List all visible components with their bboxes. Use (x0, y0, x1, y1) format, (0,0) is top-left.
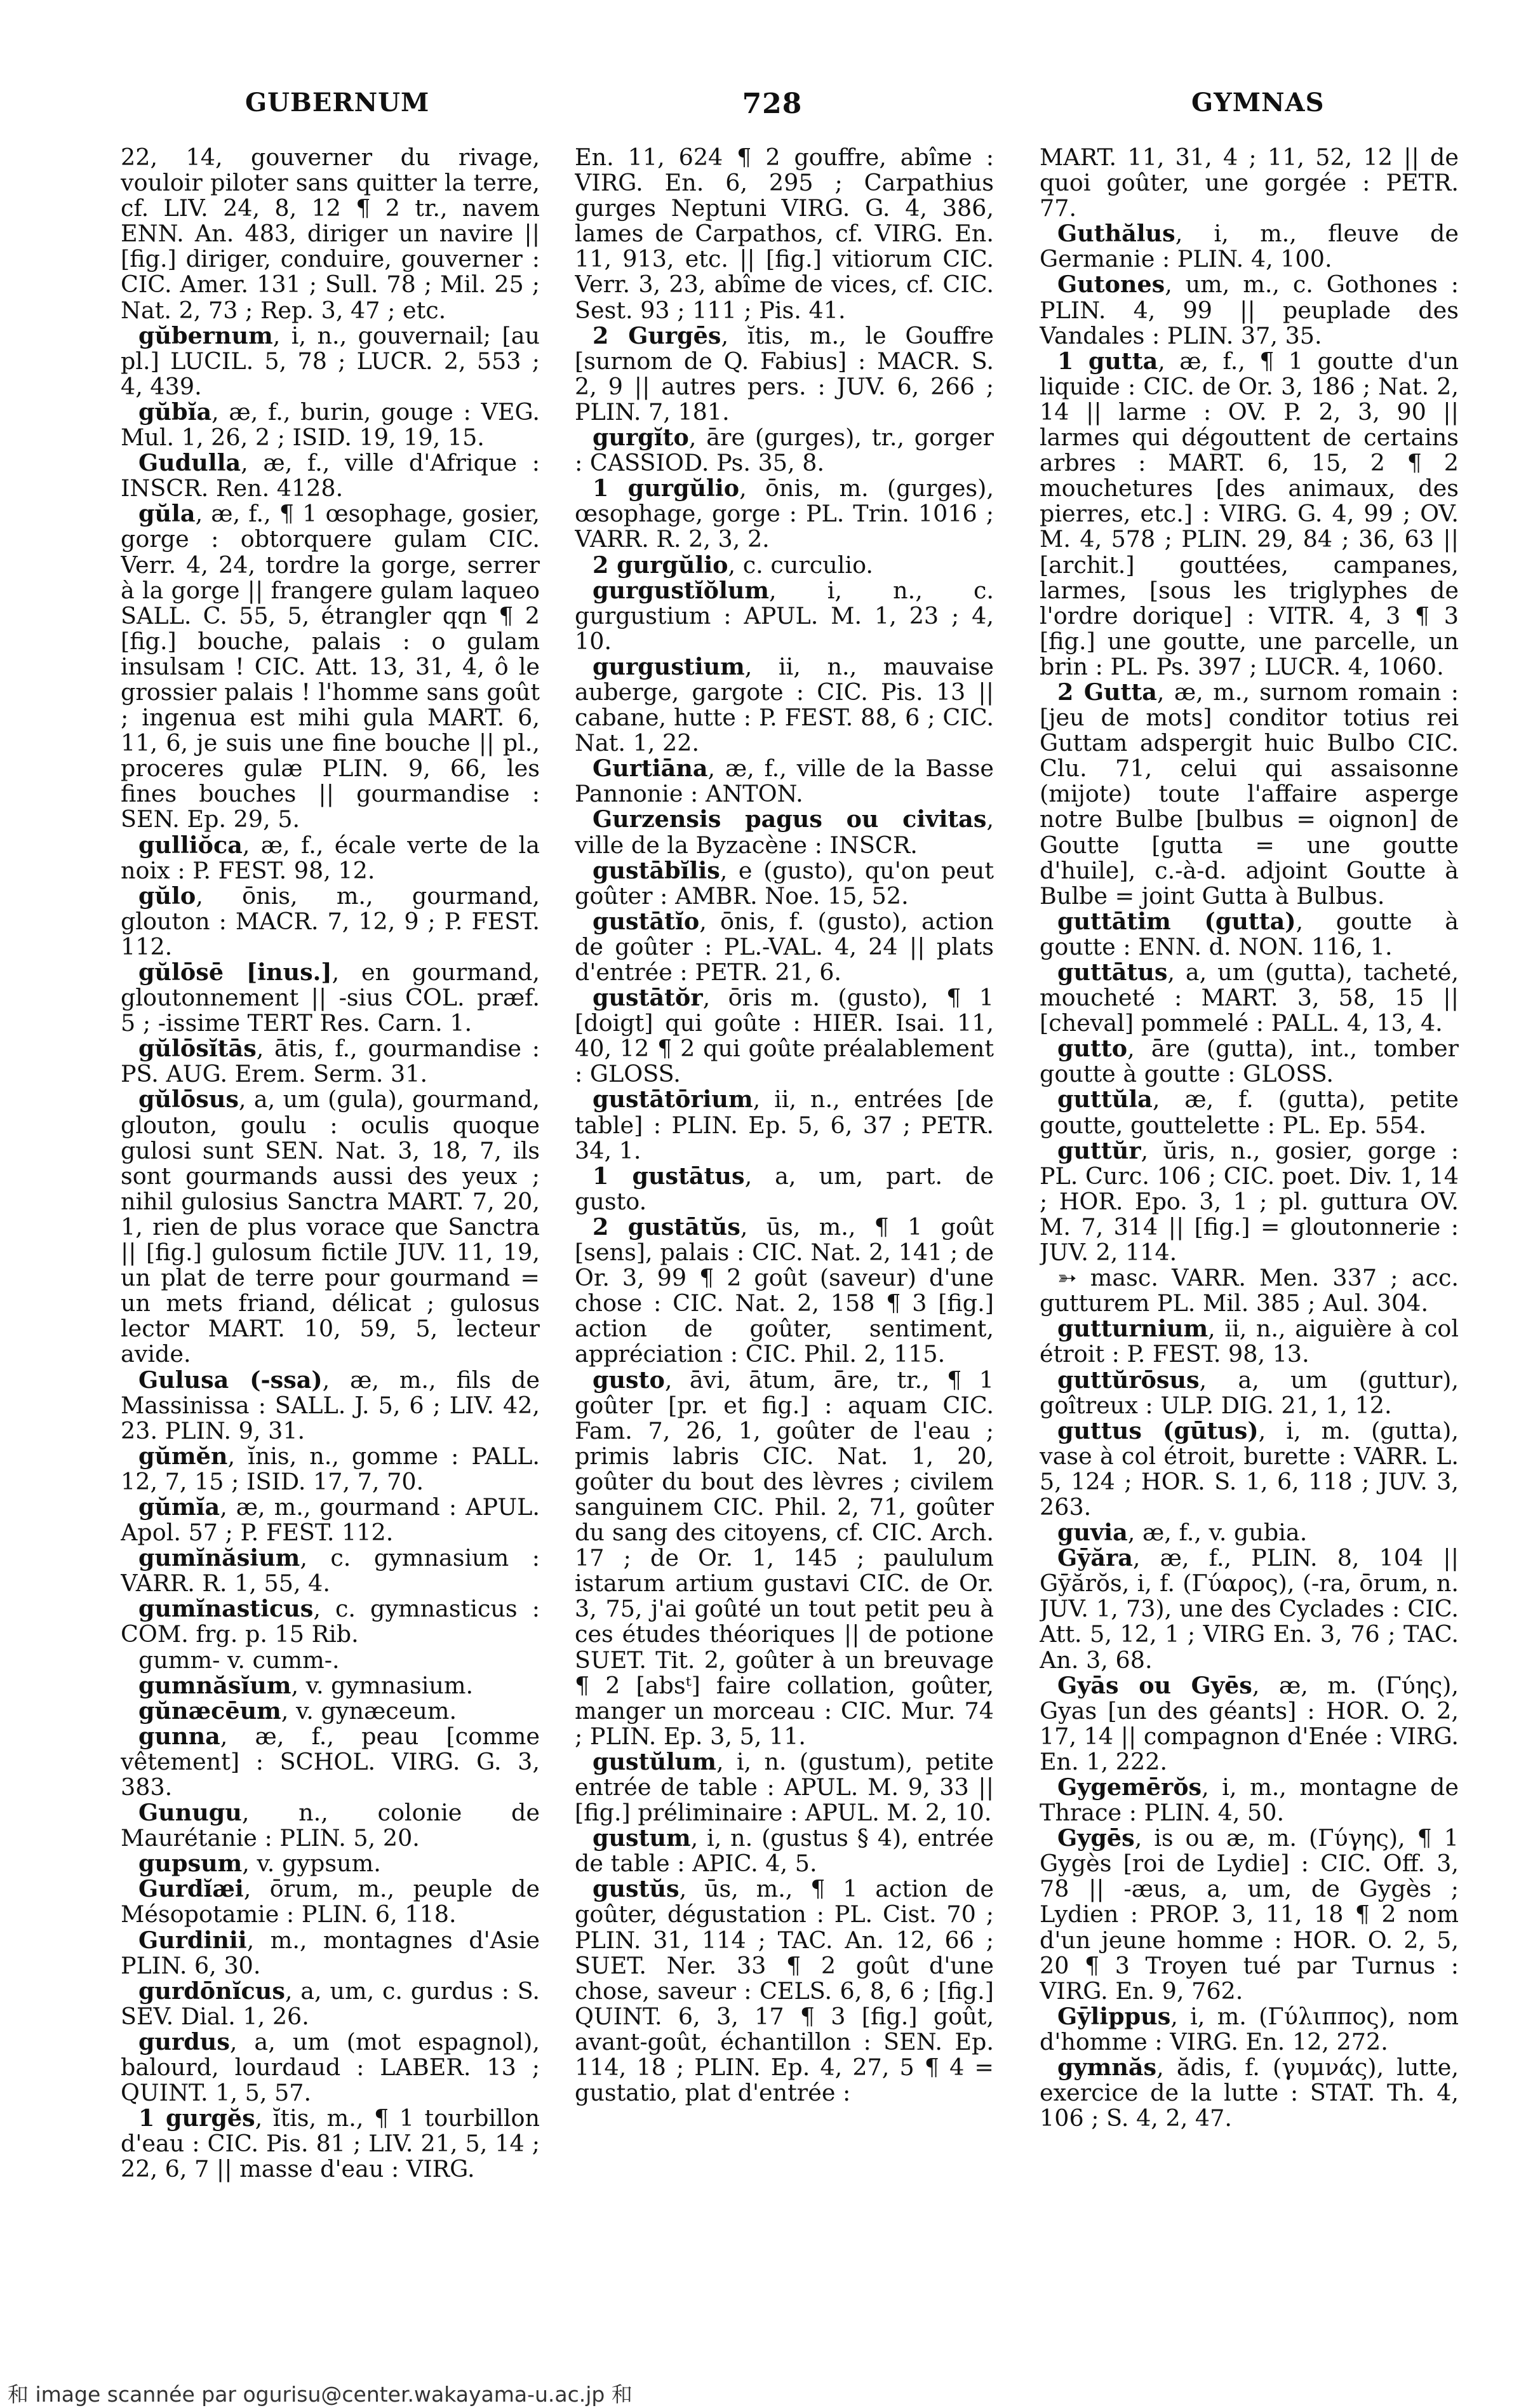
dictionary-entry: gŭlōsē [inus.], en gourmand, gloutonnement || -sius COL. præf. 5 ; -issime TERT Res. Carn. 1. (121, 958, 540, 1037)
dictionary-entry: gustābĭlis, e (gusto), qu'on peut goûter : AMBR. Noe. 15, 52. (575, 856, 994, 910)
dictionary-entry: gurdōnĭcus, a, um, c. gurdus : S. SEV. Dial. 1, 26. (121, 1977, 540, 2030)
dictionary-entry: gurgustium, ii, n., mauvaise auberge, gargote : CIC. Pis. 13 || cabane, hutte : P. FEST. 88, 6 ; CIC. Nat. 1, 22. (575, 652, 994, 757)
dictionary-entry: 1 gurgĕs, ĭtis, m., ¶ 1 tourbillon d'eau : CIC. Pis. 81 ; LIV. 21, 5, 14 ; 22, 6, 7 || masse d'eau : VIRG. (121, 2104, 540, 2183)
dictionary-entry: gustātĭo, ōnis, f. (gusto), action de goûter : PL.-VAL. 4, 24 || plats d'entrée : PETR. 21, 6. (575, 907, 994, 986)
dictionary-entry: gutturnium, ii, n., aiguière à col étroit : P. FEST. 98, 13. (1040, 1315, 1459, 1368)
dictionary-entry: gumm- v. cumm-. (138, 1646, 340, 1674)
dictionary-entry: gupsum, v. gypsum. (138, 1850, 381, 1878)
dictionary-entry: gŭmĕn, ĭnis, n., gomme : PALL. 12, 7, 15 ; ISID. 17, 7, 70. (121, 1442, 540, 1495)
running-head-right: GYMNAS (1191, 88, 1325, 118)
dictionary-column-2 (575, 145, 994, 2336)
dictionary-entry: gŭbernum, i, n., gouvernail; [au pl.] LUCIL. 5, 78 ; LUCR. 2, 553 ; 4, 439. (121, 321, 540, 400)
dictionary-entry: 22, 14, gouverner du rivage, vouloir piloter sans quitter la terre, cf. LIV. 24, 8, 12 ¶ 2 tr., navem ENN. An. 483, diriger un navire || [fig.] diriger, conduire, gouverner : CIC. Amer. 131 ; Sull. 78 ; Mil. 25 ; Nat. 2, 73 ; Rep. 3, 47 ; etc. (121, 145, 540, 324)
dictionary-entry: Gȳăra, æ, f., PLIN. 8, 104 || Gȳărŏs, i, f. (Γύαρος), (-ra, ōrum, n. JUV. 1, 73), une des Cyclades : CIC. Att. 5, 12, 1 ; VIRG En. 3, 76 ; TAC. An. 3, 68. (1040, 1544, 1459, 1674)
dictionary-entry: gŭla, æ, f., ¶ 1 œsophage, gosier, gorge : obtorquere gulam CIC. Verr. 4, 24, tordre la gorge, serrer à la gorge || frangere gulam laqueo SALL. C. 55, 5, étrangler qqn ¶ 2 [fig.] bouche, palais : o gulam insulsam ! CIC. Att. 13, 31, 4, ô le grossier palais ! l'homme sans goût ; ingenua est mihi gula MART. 6, 11, 6, je suis une fine bouche || pl., proceres gulæ PLIN. 9, 66, les fines bouches || gourmandise : SEN. Ep. 29, 5. (121, 500, 540, 833)
dictionary-entry: 2 gurgŭlio, c. curculio. (593, 551, 874, 579)
dictionary-entry: Gurdĭæi, ōrum, m., peuple de Mésopotamie : PLIN. 6, 118. (121, 1875, 540, 1928)
dictionary-entry: gustum, i, n. (gustus § 4), entrée de table : APIC. 4, 5. (575, 1824, 994, 1878)
dictionary-entry: ➳ masc. VARR. Men. 337 ; acc. gutturem PL. Mil. 385 ; Aul. 304. (1040, 1264, 1459, 1317)
dictionary-entry: gŭmĭa, æ, m., gourmand : APUL. Apol. 57 ; P. FEST. 112. (121, 1493, 540, 1547)
dictionary-entry: gŭlo, ōnis, m., gourmand, glouton : MACR. 7, 12, 9 ; P. FEST. 112. (121, 882, 540, 960)
dictionary-entry: MART. 11, 31, 4 ; 11, 52, 12 || de quoi goûter, une gorgée : PETR. 77. (1040, 145, 1459, 222)
dictionary-entry: 1 gutta, æ, f., ¶ 1 goutte d'un liquide : CIC. de Or. 3, 186 ; Nat. 2, 14 || larme : OV. P. 2, 3, 90 || larmes qui dégouttent de certains arbres : MART. 6, 15, 2 ¶ 2 mouchetures [des animaux, des pierres, etc.] : VIRG. G. 4, 99 ; OV. M. 4, 578 ; PLIN. 29, 84 ; 36, 63 || [archit.] gouttées, campanes, larmes, [sous les triglyphes de l'ordre dorique] : VITR. 4, 3 ¶ 3 [fig.] une goutte, une parcelle, un brin : PL. Ps. 397 ; LUCR. 4, 1060. (1040, 347, 1459, 680)
dictionary-entry: gurgĭto, āre (gurges), tr., gorger : CASSIOD. Ps. 35, 8. (575, 424, 994, 477)
dictionary-entry: guttātus, a, um (gutta), tacheté, moucheté : MART. 3, 58, 15 || [cheval] pommelé : PALL. 4, 13, 4. (1040, 958, 1459, 1037)
dictionary-entry: guttātim (gutta), goutte à goutte : ENN. d. NON. 116, 1. (1040, 907, 1459, 960)
dictionary-entry: Gunugu, n., colonie de Maurétanie : PLIN. 5, 20. (121, 1799, 540, 1852)
dictionary-entry: gŭlōsĭtās, ātis, f., gourmandise : PS. AUG. Erem. Serm. 31. (121, 1035, 540, 1088)
dictionary-entry: gunna, æ, f., peau [comme vêtement] : SCHOL. VIRG. G. 3, 383. (121, 1722, 540, 1801)
dictionary-entry: gusto, āvi, ātum, āre, tr., ¶ 1 goûter [pr. et fig.] : aquam CIC. Fam. 7, 26, 1, goûter de l'eau ; primis labris CIC. Nat. 1, 20, goûter du bout des lèvres ; civilem sanguinem CIC. Phil. 2, 71, goûter du sang des citoyens, cf. CIC. Arch. 17 ; de Or. 1, 145 ; paululum istarum artium gustavi CIC. de Or. 3, 75, j'ai goûté un tout petit peu à ces études théoriques || de potione SUET. Tit. 2, goûter à un breuvage ¶ 2 [absᵗ] faire collation, goûter, manger un morceau : CIC. Mur. 74 ; PLIN. Ep. 3, 5, 11. (575, 1366, 994, 1750)
dictionary-entry: gurdus, a, um (mot espagnol), balourd, lourdaud : LABER. 13 ; QUINT. 1, 5, 57. (121, 2028, 540, 2107)
scan-credit: 和 image scannée par ogurisu@center.wakayama-u.ac.jp 和 (8, 2382, 633, 2407)
dictionary-entry: guttŭr, ŭris, n., gosier, gorge : PL. Curc. 106 ; CIC. poet. Div. 1, 14 ; HOR. Epo. 3, 1 ; pl. guttura OV. M. 7, 314 || [fig.] = gloutonnerie : JUV. 2, 114. (1040, 1136, 1459, 1267)
dictionary-entry: gymnăs, ădis, f. (γυμνάς), lutte, exercice de la lutte : STAT. Th. 4, 106 ; S. 4, 2, 47. (1040, 2054, 1459, 2132)
dictionary-entry: gustŭs, ūs, m., ¶ 1 action de goûter, dégustation : PL. Cist. 70 ; PLIN. 31, 114 ; TAC. An. 12, 66 ; SUET. Ner. 33 ¶ 2 goût d'une chose, saveur : CELS. 6, 8, 6 ; [fig.] QUINT. 6, 3, 17 ¶ 3 [fig.] goût, avant-goût, échantillon : SEN. Ep. 114, 18 ; PLIN. Ep. 4, 27, 5 ¶ 4 = gustatio, plat d'entrée : (575, 1875, 994, 2107)
dictionary-entry: Guthălus, i, m., fleuve de Germanie : PLIN. 4, 100. (1040, 220, 1459, 273)
dictionary-entry: 2 Gutta, æ, m., surnom romain : [jeu de mots] conditor totius rei Guttam adspergit huic Bulbo CIC. Clu. 71, celui qui assaisonne (mijote) toute l'affaire asperge notre Bulbe [bulbus = oignon] de Goutte [gutta = une goutte d'huile], c.-à-d. adjoint Goutte à Bulbe = joint Gutta à Bulbus. (1040, 678, 1459, 910)
dictionary-entry: gŭnæcēum, v. gynæceum. (138, 1697, 457, 1725)
page-number: 728 (742, 88, 803, 120)
dictionary-entry: guvia, æ, f., v. gubia. (1057, 1519, 1308, 1547)
dictionary-entry: gustātŏr, ōris m. (gusto), ¶ 1 [doigt] qui goûte : HIER. Isai. 11, 40, 12 ¶ 2 qui goûte préalablement : GLOSS. (575, 984, 994, 1088)
dictionary-entry: gumnăsĭum, v. gymnasium. (138, 1671, 474, 1699)
dictionary-entry: Gurzensis pagus ou civitas, ville de la Byzacène : INSCR. (575, 805, 994, 859)
dictionary-entry: Gȳlippus, i, m. (Γύλιππος), nom d'homme : VIRG. En. 12, 272. (1040, 2002, 1459, 2055)
dictionary-entry: Gudulla, æ, f., ville d'Afrique : INSCR. Ren. 4128. (121, 449, 540, 502)
dictionary-entry: guttus (gūtus), i, m. (gutta), vase à col étroit, burette : VARR. L. 5, 124 ; HOR. S. 1, 6, 118 ; JUV. 3, 263. (1040, 1416, 1459, 1521)
dictionary-entry: gurgustĭŏlum, i, n., c. gurgustium : APUL. M. 1, 23 ; 4, 10. (575, 576, 994, 655)
dictionary-entry: En. 11, 624 ¶ 2 gouffre, abîme : VIRG. En. 6, 295 ; Carpathius gurges Neptuni VIRG. G. 4, 386, lames de Carpathos, cf. VIRG. En. 11, 913, etc. || [fig.] vitiorum CIC. Verr. 3, 23, abîme de vices, cf. CIC. Sest. 93 ; 111 ; Pis. 41. (575, 145, 994, 324)
dictionary-entry: gŭlōsus, a, um (gula), gourmand, glouton, goulu : oculis quoque gulosi sunt SEN. Nat. 3, 18, 7, ils sont gourmands aussi des yeux ; nihil gulosius Sanctra MART. 7, 20, 1, rien de plus vorace que Sanctra || [fig.] gulosum fictile JUV. 11, 19, un plat de terre pour gourmand = un mets friand, délicat ; gulosus lector MART. 10, 59, 5, lecteur avide. (121, 1086, 540, 1368)
dictionary-entry: gulliŏca, æ, f., écale verte de la noix : P. FEST. 98, 12. (121, 831, 540, 884)
dictionary-entry: gustŭlum, i, n. (gustum), petite entrée de table : APUL. M. 9, 33 || [fig.] préliminaire : APUL. M. 2, 10. (575, 1747, 994, 1827)
dictionary-entry: guttŭrōsus, a, um (guttur), goîtreux : ULP. DIG. 21, 1, 12. (1040, 1366, 1459, 1419)
dictionary-entry: 1 gurgŭlio, ōnis, m. (gurges), œsophage, gorge : PL. Trin. 1016 ; VARR. R. 2, 3, 2. (575, 474, 994, 553)
dictionary-entry: 2 Gurgēs, ĭtis, m., le Gouffre [surnom de Q. Fabius] : MACR. S. 2, 9 || autres pers. : JUV. 6, 266 ; PLIN. 7, 181. (575, 321, 994, 426)
dictionary-column-1 (121, 145, 540, 2336)
dictionary-entry: gutto, āre (gutta), int., tomber goutte à goutte : GLOSS. (1040, 1035, 1459, 1088)
dictionary-entry: 1 gustātus, a, um, part. de gusto. (575, 1162, 994, 1215)
running-head-left: GUBERNUM (245, 88, 430, 118)
dictionary-entry: gustātōrium, ii, n., entrées [de table] : PLIN. Ep. 5, 6, 37 ; PETR. 34, 1. (575, 1086, 994, 1164)
dictionary-entry: Gygemērŏs, i, m., montagne de Thrace : PLIN. 4, 50. (1040, 1773, 1459, 1827)
dictionary-entry: Gulusa (-ssa), æ, m., fils de Massinissa : SALL. J. 5, 6 ; LIV. 42, 23. PLIN. 9, 31. (121, 1366, 540, 1444)
dictionary-entry: gumĭnăsium, c. gymnasium : VARR. R. 1, 55, 4. (121, 1544, 540, 1597)
dictionary-entry: Gygēs, is ou æ, m. (Γύγης), ¶ 1 Gygès [roi de Lydie] : CIC. Off. 3, 78 || -æus, a, um, de Gygès ; Lydien : PROP. 3, 11, 18 ¶ 2 nom d'un jeune homme : HOR. O. 2, 5, 20 ¶ 3 Troyen tué par Turnus : VIRG. En. 9, 762. (1040, 1824, 1459, 2005)
dictionary-entry: Gyās ou Gyēs, æ, m. (Γύης), Gyas [un des géants] : HOR. O. 2, 17, 14 || compagnon d'Enée : VIRG. En. 1, 222. (1040, 1671, 1459, 1775)
dictionary-entry: 2 gustātŭs, ūs, m., ¶ 1 goût [sens], palais : CIC. Nat. 2, 141 ; de Or. 3, 99 ¶ 2 goût (saveur) d'une chose : CIC. Nat. 2, 158 ¶ 3 [fig.] action de goûter, sentiment, appréciation : CIC. Phil. 2, 115. (575, 1213, 994, 1368)
dictionary-entry: guttŭla, æ, f. (gutta), petite goutte, gouttelette : PL. Ep. 554. (1040, 1086, 1459, 1139)
dictionary-entry: gumĭnasticus, c. gymnasticus : COM. frg. p. 15 Rib. (121, 1595, 540, 1648)
dictionary-entry: gŭbĭa, æ, f., burin, gouge : VEG. Mul. 1, 26, 2 ; ISID. 19, 19, 15. (121, 398, 540, 452)
dictionary-entry: Gurdinii, m., montagnes d'Asie PLIN. 6, 30. (121, 1926, 540, 1979)
dictionary-column-3 (1040, 145, 1459, 2336)
dictionary-entry: Gurtiāna, æ, f., ville de la Basse Pannonie : ANTON. (575, 755, 994, 808)
dictionary-entry: Gutones, um, m., c. Gothones : PLIN. 4, 99 || peuplade des Vandales : PLIN. 37, 35. (1040, 271, 1459, 349)
